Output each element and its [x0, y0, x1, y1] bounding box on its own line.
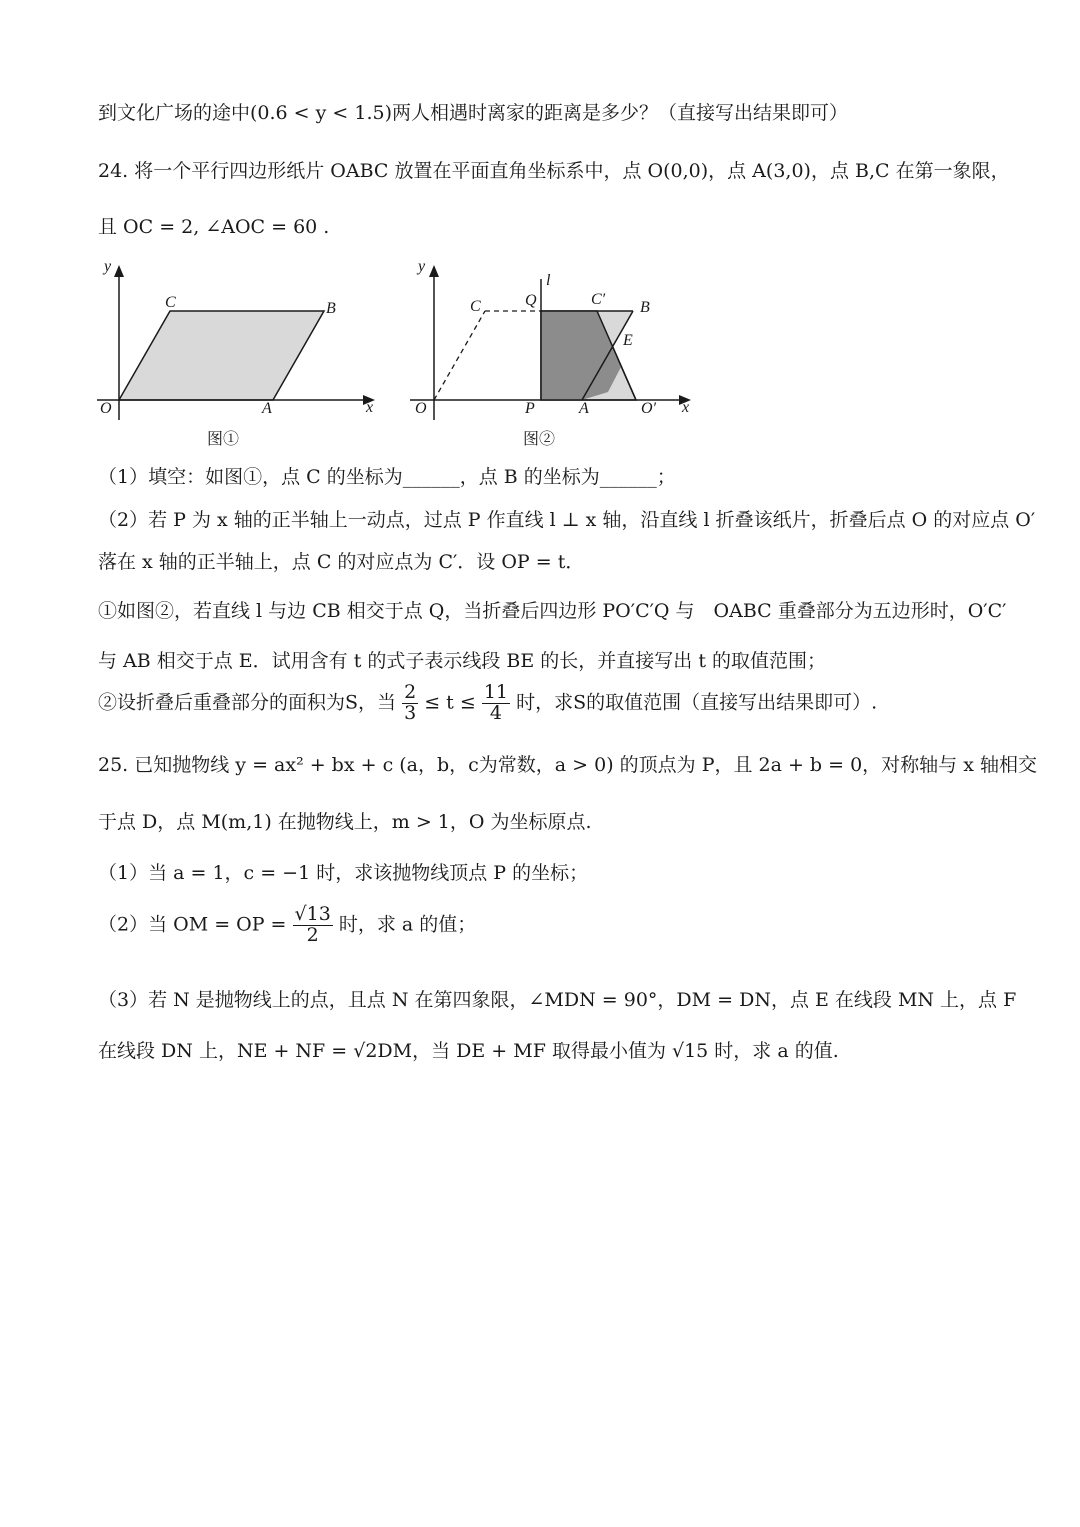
question-24-part-2-cont: 落在 x 轴的正半轴上，点 C 的对应点为 C′．设 OP = t． — [98, 551, 585, 573]
question-25-part-2: （2）当 OM = OP = $\frac{√13}{2}$ 时，求 a 的值； — [98, 903, 477, 946]
label-C-prime: C′ — [591, 291, 606, 308]
y-axis-arrow — [429, 265, 439, 277]
figure-2 — [405, 255, 705, 429]
label-A: A — [579, 400, 589, 417]
question-24-part-2-sub-1-cont: 与 AB 相交于点 E．试用含有 t 的式子表示线段 BE 的长，并直接写出 t 的取值范围； — [98, 650, 827, 672]
label-C: C — [470, 298, 481, 315]
question-24-part-1: （1）填空：如图①，点 C 的坐标为______，点 B 的坐标为______； — [98, 466, 676, 488]
question-24-part-2-sub-1: ①如图②，若直线 l 与边 CB 相交于点 Q，当折叠后四边形 PO′C′Q 与 OABC 重叠部分为五边形时，O′C′ — [98, 600, 1007, 622]
parallelogram-OABC — [119, 311, 324, 400]
question-24-stem: 24. 将一个平行四边形纸片 OABC 放置在平面直角坐标系中，点 O(0,0)，点 A(3,0)，点 B,C 在第一象限， — [98, 160, 1010, 182]
label-Q: Q — [525, 292, 537, 309]
dashed-OC — [434, 311, 485, 400]
label-O-prime: O′ — [641, 400, 657, 417]
question-25-stem-cont: 于点 D，点 M(m,1) 在抛物线上，m > 1，O 为坐标原点. — [98, 811, 592, 833]
fraction-11-4: $\frac{11}{4}$ — [483, 681, 509, 724]
figure-1 — [92, 255, 392, 429]
question-24-condition: 且 OC = 2, ∠AOC = 60 . — [98, 216, 330, 238]
question-25-part-1: （1）当 a = 1，c = −1 时，求该抛物线顶点 P 的坐标； — [98, 862, 589, 884]
label-B: B — [326, 300, 336, 317]
label-l: l — [546, 272, 551, 289]
question-25-stem: 25. 已知抛物线 y = ax² + bx + c (a，b，c为常数，a > 0) 的顶点为 P，且 2a + b = 0，对称轴与 x 轴相交 — [98, 754, 1037, 776]
label-A: A — [262, 400, 272, 417]
question-25-part-3: （3）若 N 是抛物线上的点，且点 N 在第四象限，∠MDN = 90°，DM = DN，点 E 在线段 MN 上，点 F — [98, 989, 1017, 1011]
label-y: y — [418, 258, 426, 275]
label-O: O — [100, 400, 112, 417]
y-axis-arrow — [114, 265, 124, 277]
figure-2-caption: 图② — [523, 429, 556, 448]
label-x: x — [366, 399, 374, 416]
fraction-2-3: $\frac{2}{3}$ — [404, 681, 417, 724]
label-C: C — [165, 294, 176, 311]
label-y: y — [104, 258, 112, 275]
label-O: O — [415, 400, 427, 417]
question-24-part-2: （2）若 P 为 x 轴的正半轴上一动点，过点 P 作直线 l ⊥ x 轴，沿直线 l 折叠该纸片，折叠后点 O 的对应点 O′ — [98, 509, 1036, 531]
question-24-part-2-sub-2: ②设折叠后重叠部分的面积为S，当 $\frac{2}{3}$ ≤ t ≤ $\frac{11}{4}$ 时，求S的取值范围（直接写出结果即可）. — [98, 681, 878, 724]
label-E: E — [623, 332, 633, 349]
question-25-part-3-cont: 在线段 DN 上，NE + NF = √2DM，当 DE + MF 取得最小值为 √15 时，求 a 的值. — [98, 1040, 839, 1062]
label-P: P — [525, 400, 535, 417]
fraction-sqrt13-2: $\frac{√13}{2}$ — [294, 903, 331, 946]
label-x: x — [682, 399, 690, 416]
text-line-1: 到文化广场的途中(0.6 < y < 1.5)两人相遇时离家的距离是多少？（直接写出结果即可） — [98, 102, 848, 124]
figure-1-caption: 图① — [207, 429, 240, 448]
label-B: B — [640, 299, 650, 316]
